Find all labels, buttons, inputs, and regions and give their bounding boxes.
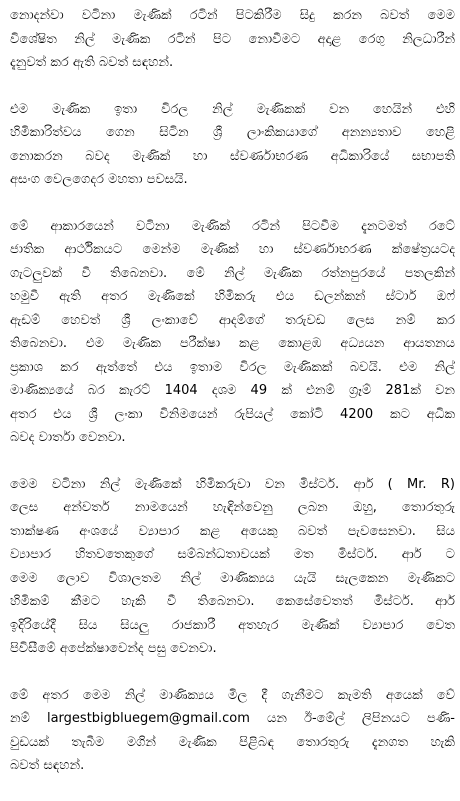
text-line: අතර එය ශ්‍රී ලංකා විනිමයෙන් රුපියල් කෝටි 4200 කට අධික	[10, 406, 455, 422]
text-line: හිමිකම් කීමට හැකි වී තිබෙනවා. කෙසේවෙතත් මිස්ටර්. ආර්	[10, 594, 455, 609]
text-line: තිබෙනවා. එම මැණික පරීක්ෂා කළ කොළඹ අධ්‍යයන ආයතනය	[10, 336, 455, 351]
text-line: මෙම වටිනා නිල් මැණිකේ හිමිකරුවා වන මිස්ටර්. ආර් ( Mr. R)	[10, 476, 455, 492]
text-line: හමුවී ඇති අතර මැණිකේ හිමිකරු එය ඩලන්කන් ස්ටාර් ඔෆ්	[10, 289, 455, 304]
paragraph-4	[10, 473, 455, 661]
text-line: තාක්ෂණ අංශයේ ව්‍යාපාර කළ අයෙකු බවත් පැවසෙනවා. සිය	[10, 523, 455, 539]
text-line: නොදන්වා වටිනා මැණික් රටින් පිටකිරීම සිදු කරන බවත් මෙම	[10, 8, 455, 23]
text-line: හිමිකාරිත්වය ගෙන සිටින ශ්‍රී ලාංකිකයාගේ අනන්‍යතාව හෙළි	[10, 125, 455, 140]
text-line: පිවිසීමේ අපේක්ෂාවෙන්ද පසු වෙනවා.	[10, 641, 217, 656]
text-line: බවද වාර්තා වෙනවා.	[10, 430, 126, 445]
text-line: මාණික්‍යයේ බර කැරට් 1404 දශම 49 ක් එනම් ග්‍රෑම් 281ක් වන	[10, 383, 455, 398]
text-line: ගැටලුවක් වී තිබෙනවා. මේ නිල් මැණික රත්නපුරයේ පතලකින්	[10, 265, 455, 281]
text-line: මේ ආකාරයෙන් වටිනා මැණික් රටින් පිටවීම දැනටමත් රටේ	[10, 218, 455, 234]
text-line: නොකරන බවද මැණික් හා ස්වර්ණාභරණ අධිකාරියේ සභාපති	[10, 148, 455, 164]
text-line: නම් largestbigbluegem@gmail.com යන ඊ-මේල් ලිපිනයට පණි-	[10, 711, 455, 726]
paragraph-3	[10, 215, 455, 450]
paragraph-2	[10, 98, 455, 192]
text-line: අසංග වෙලගෙදර මහතා පවසයි.	[10, 172, 188, 187]
article-body	[10, 4, 455, 801]
text-line: වුඩයක් තැබීම මගින් මැණික පිළිබඳ තොරතුරු දැනගත හැකි	[10, 734, 455, 750]
text-line: මේ අතර මෙම නිල් මාණික්‍යය මිල දී ගැනීමට කැමති අයෙක් වේ	[10, 687, 455, 703]
paragraph-5	[10, 684, 455, 778]
text-line: ප්‍රකාශ කර ඇත්තේ එය ඉතාම විරල මැණිකක් බවයි. එම නිල්	[10, 359, 455, 375]
text-line: එම මැණික ඉතා විරල නිල් මැණිකක් වන හෙයින් එහි	[10, 101, 455, 117]
text-line: විශේෂිත නිල් මැණික රටින් පිට නොවීමට අදාළ රෙගු නිලධාරීන්	[10, 31, 455, 47]
text-line: ජාතික ආර්ථිකයට මෙන්ම මැණික් හා ස්වර්ණාභරණ ක්ෂේත්‍රයටද	[10, 242, 455, 257]
paragraph-1	[10, 4, 455, 75]
text-line: දැනුවත් කර ඇති බවත් සඳහන්.	[10, 55, 174, 70]
text-line: බවත් සඳහන්.	[10, 758, 85, 773]
text-line: ඉදිරියේදී සිය සියලු රාජකාරී අතහැර මැණික් ව්‍යාපාර වෙත	[10, 617, 455, 633]
text-line: මෙම ලොව විශාලතම නිල් මාණික්‍යය යැයි සැලකෙන මැණිකට	[10, 570, 455, 586]
text-line: ව්‍යාපාර හිතවතෙකුගේ සම්බන්ධතාවයක් මත මිස්ටර්. ආර් ට	[10, 547, 455, 562]
text-line: ඇඩම් හෙවත් ශ්‍රී ලංකාවේ ආදම්ගේ තරුවඩ ලෙස නම් කර	[10, 312, 455, 328]
text-line: ලෙස අන්වර්ත නාමයෙන් හැඳින්වෙනු ලබන ඔහු, තොරතුරු	[10, 500, 455, 515]
